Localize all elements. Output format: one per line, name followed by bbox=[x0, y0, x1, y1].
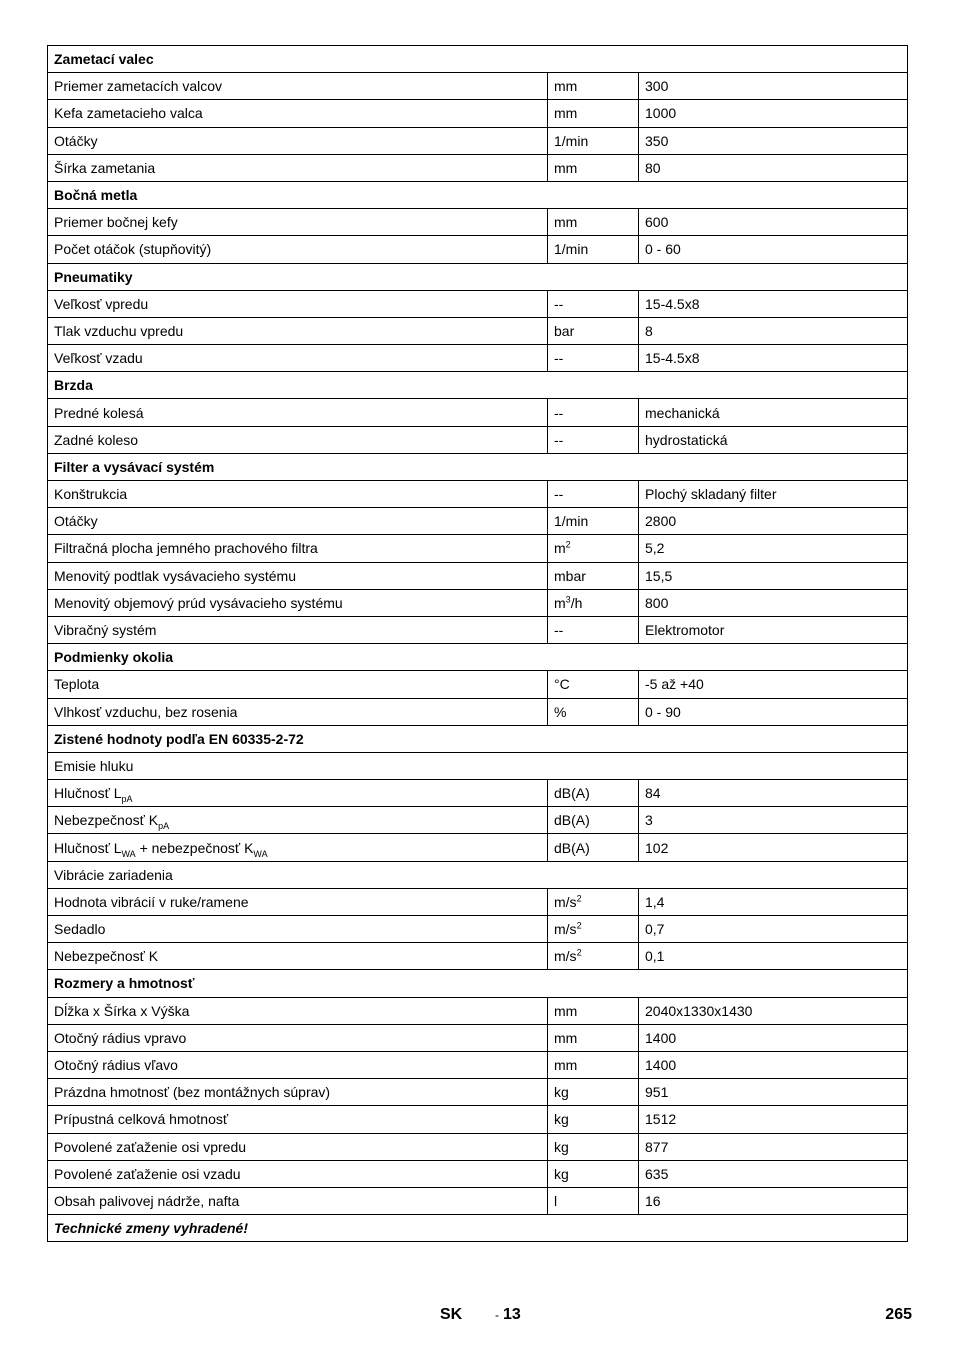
unit-cell bbox=[548, 236, 639, 263]
unit-cell bbox=[548, 535, 639, 562]
unit-cell bbox=[548, 807, 639, 834]
value-text: 102 bbox=[645, 839, 669, 856]
value-cell bbox=[639, 1133, 908, 1160]
unit-text: mm bbox=[554, 1002, 578, 1019]
parameter-subscript: pA bbox=[158, 821, 170, 832]
value-cell bbox=[639, 481, 908, 508]
unit-text: -- bbox=[554, 295, 564, 312]
spec-row bbox=[48, 834, 908, 861]
row-label-text: Filter a vysávací systém bbox=[54, 458, 215, 475]
unit-text: -- bbox=[554, 404, 564, 421]
value-text: 0,7 bbox=[645, 921, 665, 938]
footer-dash: - bbox=[495, 1308, 499, 1322]
spec-row bbox=[48, 1106, 908, 1133]
value-text: 15,5 bbox=[645, 567, 673, 584]
note-row bbox=[48, 1215, 908, 1242]
value-text: 1000 bbox=[645, 105, 677, 122]
parameter-name bbox=[48, 1187, 548, 1214]
value-text: 2040x1330x1430 bbox=[645, 1002, 753, 1019]
unit-text: m bbox=[554, 594, 566, 611]
spec-row bbox=[48, 100, 908, 127]
unit-text: mm bbox=[554, 1057, 578, 1074]
unit-text: kg bbox=[554, 1111, 569, 1128]
unit-text: -- bbox=[554, 350, 564, 367]
parameter-name bbox=[48, 209, 548, 236]
parameter-name bbox=[48, 1106, 548, 1133]
spec-row bbox=[48, 888, 908, 915]
parameter-text: Povolené zaťaženie osi vpredu bbox=[54, 1138, 247, 1155]
parameter-name bbox=[48, 1051, 548, 1078]
spec-row bbox=[48, 916, 908, 943]
unit-cell bbox=[548, 698, 639, 725]
value-text: 3 bbox=[645, 812, 653, 829]
unit-cell bbox=[548, 589, 639, 616]
unit-text: mm bbox=[554, 78, 578, 95]
parameter-text: Obsah palivovej nádrže, nafta bbox=[54, 1192, 240, 1209]
section-heading bbox=[48, 372, 908, 399]
subsection-label bbox=[48, 752, 908, 779]
unit-cell bbox=[548, 916, 639, 943]
spec-row bbox=[48, 589, 908, 616]
value-text: 1,4 bbox=[645, 893, 665, 910]
parameter-text: Hlučnosť L bbox=[54, 785, 122, 802]
row-label-text: Zistené hodnoty podľa EN 60335-2-72 bbox=[54, 730, 304, 747]
spec-row bbox=[48, 1187, 908, 1214]
row-label-text: Vibrácie zariadenia bbox=[54, 866, 173, 883]
value-text: Plochý skladaný filter bbox=[645, 486, 777, 503]
footer-language: SK bbox=[440, 1306, 463, 1323]
section-row bbox=[48, 970, 908, 997]
parameter-text: Prázdna hmotnosť (bez montážnych súprav) bbox=[54, 1084, 331, 1101]
unit-text: m/s bbox=[554, 893, 577, 910]
parameter-name bbox=[48, 807, 548, 834]
value-cell bbox=[639, 209, 908, 236]
subhead-row bbox=[48, 861, 908, 888]
parameter-name bbox=[48, 508, 548, 535]
parameter-text: Nebezpečnosť K bbox=[54, 948, 159, 965]
value-text: hydrostatická bbox=[645, 431, 728, 448]
parameter-text: Vlhkosť vzduchu, bez rosenia bbox=[54, 703, 238, 720]
unit-text-suffix: /h bbox=[570, 594, 583, 611]
spec-row bbox=[48, 209, 908, 236]
spec-row bbox=[48, 1133, 908, 1160]
value-cell bbox=[639, 562, 908, 589]
unit-cell bbox=[548, 345, 639, 372]
unit-cell bbox=[548, 508, 639, 535]
spec-row bbox=[48, 290, 908, 317]
parameter-name bbox=[48, 997, 548, 1024]
section-row bbox=[48, 46, 908, 73]
value-text: 600 bbox=[645, 214, 669, 231]
row-label-text: Technické zmeny vyhradené! bbox=[54, 1220, 249, 1237]
spec-row bbox=[48, 671, 908, 698]
value-cell bbox=[639, 399, 908, 426]
parameter-text: Povolené zaťaženie osi vzadu bbox=[54, 1165, 241, 1182]
parameter-text: Kefa zametacieho valca bbox=[54, 105, 203, 122]
unit-text: mm bbox=[554, 214, 578, 231]
row-label-text: Brzda bbox=[54, 377, 93, 394]
value-cell bbox=[639, 1160, 908, 1187]
unit-text: -- bbox=[554, 431, 564, 448]
value-text: 635 bbox=[645, 1165, 669, 1182]
unit-text: dB(A) bbox=[554, 785, 590, 802]
parameter-text: Šírka zametania bbox=[54, 159, 156, 176]
value-cell bbox=[639, 236, 908, 263]
parameter-text: Menovitý objemový prúd vysávacieho systému bbox=[54, 594, 343, 611]
unit-cell bbox=[548, 562, 639, 589]
unit-cell bbox=[548, 73, 639, 100]
unit-superscript: 2 bbox=[576, 920, 582, 931]
value-text: 877 bbox=[645, 1138, 669, 1155]
parameter-text: Otáčky bbox=[54, 513, 98, 530]
subhead-row bbox=[48, 752, 908, 779]
value-text: 16 bbox=[645, 1192, 661, 1209]
value-cell bbox=[639, 73, 908, 100]
value-cell bbox=[639, 317, 908, 344]
value-cell bbox=[639, 426, 908, 453]
parameter-name bbox=[48, 127, 548, 154]
parameter-text: Veľkosť vpredu bbox=[54, 295, 149, 312]
spec-row bbox=[48, 1160, 908, 1187]
section-heading bbox=[48, 263, 908, 290]
unit-cell bbox=[548, 127, 639, 154]
value-cell bbox=[639, 698, 908, 725]
unit-cell bbox=[548, 100, 639, 127]
spec-row bbox=[48, 535, 908, 562]
parameter-text: Konštrukcia bbox=[54, 486, 128, 503]
parameter-subscript: pA bbox=[121, 793, 133, 804]
unit-text: mm bbox=[554, 105, 578, 122]
parameter-text: Otočný rádius vľavo bbox=[54, 1057, 178, 1074]
unit-cell bbox=[548, 1079, 639, 1106]
parameter-text: Otočný rádius vpravo bbox=[54, 1029, 187, 1046]
parameter-text: Filtračná plocha jemného prachového filtra bbox=[54, 540, 318, 557]
spec-row bbox=[48, 1079, 908, 1106]
unit-text: m/s bbox=[554, 948, 577, 965]
value-cell bbox=[639, 1187, 908, 1214]
unit-cell bbox=[548, 997, 639, 1024]
parameter-text: Hodnota vibrácií v ruke/ramene bbox=[54, 893, 249, 910]
spec-row bbox=[48, 345, 908, 372]
unit-cell bbox=[548, 290, 639, 317]
value-cell bbox=[639, 154, 908, 181]
spec-row bbox=[48, 73, 908, 100]
unit-text: bar bbox=[554, 322, 575, 339]
value-cell bbox=[639, 589, 908, 616]
value-text: 1400 bbox=[645, 1029, 677, 1046]
spec-row bbox=[48, 698, 908, 725]
unit-cell bbox=[548, 1133, 639, 1160]
value-text: -5 až +40 bbox=[645, 676, 704, 693]
unit-cell bbox=[548, 834, 639, 861]
unit-cell bbox=[548, 616, 639, 643]
unit-text: kg bbox=[554, 1165, 569, 1182]
parameter-name bbox=[48, 426, 548, 453]
section-heading bbox=[48, 181, 908, 208]
parameter-text: Dĺžka x Šírka x Výška bbox=[54, 1002, 190, 1019]
value-cell bbox=[639, 888, 908, 915]
value-cell bbox=[639, 1024, 908, 1051]
value-text: mechanická bbox=[645, 404, 720, 421]
row-label-text: Emisie hluku bbox=[54, 757, 134, 774]
note-label bbox=[48, 1215, 908, 1242]
section-row bbox=[48, 263, 908, 290]
unit-text: dB(A) bbox=[554, 812, 590, 829]
parameter-name bbox=[48, 236, 548, 263]
section-row bbox=[48, 453, 908, 480]
spec-row bbox=[48, 943, 908, 970]
parameter-text: Teplota bbox=[54, 676, 100, 693]
unit-text: m/s bbox=[554, 921, 577, 938]
value-text: 0 - 90 bbox=[645, 703, 681, 720]
parameter-text: Vibračný systém bbox=[54, 622, 157, 639]
unit-text: dB(A) bbox=[554, 839, 590, 856]
parameter-text: Počet otáčok (stupňovitý) bbox=[54, 241, 212, 258]
spec-row bbox=[48, 426, 908, 453]
unit-text: -- bbox=[554, 486, 564, 503]
unit-text: kg bbox=[554, 1138, 569, 1155]
parameter-text-continued: + nebezpečnosť K bbox=[135, 839, 254, 856]
unit-cell bbox=[548, 154, 639, 181]
value-cell bbox=[639, 1051, 908, 1078]
footer-section-number: 13 bbox=[503, 1306, 521, 1323]
technical-data-table bbox=[47, 45, 908, 1242]
value-text: 350 bbox=[645, 132, 669, 149]
value-text: 800 bbox=[645, 594, 669, 611]
unit-cell bbox=[548, 481, 639, 508]
section-row bbox=[48, 181, 908, 208]
parameter-name bbox=[48, 1079, 548, 1106]
section-row bbox=[48, 644, 908, 671]
parameter-text: Tlak vzduchu vpredu bbox=[54, 322, 184, 339]
value-text: 1400 bbox=[645, 1057, 677, 1074]
unit-text: mm bbox=[554, 1029, 578, 1046]
value-text: 300 bbox=[645, 78, 669, 95]
parameter-text: Menovitý podtlak vysávacieho systému bbox=[54, 567, 296, 584]
spec-row bbox=[48, 154, 908, 181]
spec-row bbox=[48, 399, 908, 426]
unit-cell bbox=[548, 888, 639, 915]
parameter-name bbox=[48, 345, 548, 372]
parameter-name bbox=[48, 1133, 548, 1160]
unit-superscript: 2 bbox=[565, 539, 571, 550]
unit-text: kg bbox=[554, 1084, 569, 1101]
parameter-name bbox=[48, 73, 548, 100]
parameter-text: Veľkosť vzadu bbox=[54, 350, 143, 367]
value-text: 0 - 60 bbox=[645, 241, 681, 258]
value-text: 15-4.5x8 bbox=[645, 350, 700, 367]
parameter-name bbox=[48, 1160, 548, 1187]
value-cell bbox=[639, 616, 908, 643]
section-row bbox=[48, 725, 908, 752]
parameter-text: Zadné koleso bbox=[54, 431, 139, 448]
parameter-name bbox=[48, 916, 548, 943]
parameter-name bbox=[48, 1024, 548, 1051]
spec-row bbox=[48, 1051, 908, 1078]
unit-cell bbox=[548, 399, 639, 426]
unit-cell bbox=[548, 1024, 639, 1051]
value-cell bbox=[639, 345, 908, 372]
unit-superscript: 2 bbox=[576, 893, 582, 904]
parameter-name bbox=[48, 780, 548, 807]
unit-cell bbox=[548, 943, 639, 970]
unit-text: 1/min bbox=[554, 241, 589, 258]
value-cell bbox=[639, 807, 908, 834]
value-text: 80 bbox=[645, 159, 661, 176]
unit-cell bbox=[548, 1051, 639, 1078]
value-text: 5,2 bbox=[645, 540, 665, 557]
unit-text: l bbox=[554, 1192, 558, 1209]
row-label-text: Rozmery a hmotnosť bbox=[54, 975, 195, 992]
unit-text: 1/min bbox=[554, 132, 589, 149]
parameter-name bbox=[48, 888, 548, 915]
value-text: Elektromotor bbox=[645, 622, 725, 639]
value-cell bbox=[639, 671, 908, 698]
parameter-name bbox=[48, 154, 548, 181]
unit-cell bbox=[548, 1160, 639, 1187]
value-cell bbox=[639, 1079, 908, 1106]
parameter-text: Priemer zametacích valcov bbox=[54, 78, 223, 95]
value-text: 0,1 bbox=[645, 948, 665, 965]
unit-text: -- bbox=[554, 622, 564, 639]
section-heading bbox=[48, 46, 908, 73]
unit-text: % bbox=[554, 703, 567, 720]
parameter-name bbox=[48, 589, 548, 616]
spec-row bbox=[48, 127, 908, 154]
parameter-subscript: WA bbox=[121, 848, 136, 859]
section-row bbox=[48, 372, 908, 399]
parameter-subscript: WA bbox=[253, 848, 268, 859]
parameter-text: Priemer bočnej kefy bbox=[54, 214, 178, 231]
parameter-name bbox=[48, 616, 548, 643]
row-label-text: Pneumatiky bbox=[54, 268, 133, 285]
unit-cell bbox=[548, 1187, 639, 1214]
value-text: 15-4.5x8 bbox=[645, 295, 700, 312]
spec-row bbox=[48, 317, 908, 344]
unit-text: m bbox=[554, 540, 566, 557]
parameter-text: Hlučnosť L bbox=[54, 839, 122, 856]
spec-row bbox=[48, 780, 908, 807]
parameter-name bbox=[48, 481, 548, 508]
parameter-name bbox=[48, 562, 548, 589]
parameter-text: Otáčky bbox=[54, 132, 98, 149]
spec-row bbox=[48, 997, 908, 1024]
value-cell bbox=[639, 780, 908, 807]
spec-row bbox=[48, 481, 908, 508]
unit-text: mbar bbox=[554, 567, 586, 584]
spec-row bbox=[48, 616, 908, 643]
value-cell bbox=[639, 834, 908, 861]
section-heading bbox=[48, 644, 908, 671]
unit-superscript: 2 bbox=[576, 947, 582, 958]
value-cell bbox=[639, 100, 908, 127]
value-text: 84 bbox=[645, 785, 661, 802]
spec-row bbox=[48, 807, 908, 834]
row-label-text: Bočná metla bbox=[54, 187, 138, 204]
value-text: 951 bbox=[645, 1084, 669, 1101]
value-cell bbox=[639, 997, 908, 1024]
subsection-label bbox=[48, 861, 908, 888]
parameter-name bbox=[48, 100, 548, 127]
value-cell bbox=[639, 127, 908, 154]
spec-row bbox=[48, 508, 908, 535]
section-heading bbox=[48, 725, 908, 752]
value-cell bbox=[639, 535, 908, 562]
section-heading bbox=[48, 970, 908, 997]
value-cell bbox=[639, 943, 908, 970]
unit-cell bbox=[548, 1106, 639, 1133]
section-heading bbox=[48, 453, 908, 480]
value-text: 2800 bbox=[645, 513, 677, 530]
parameter-text: Prípustná celková hmotnosť bbox=[54, 1111, 229, 1128]
parameter-name bbox=[48, 399, 548, 426]
value-cell bbox=[639, 916, 908, 943]
value-cell bbox=[639, 290, 908, 317]
parameter-text: Predné kolesá bbox=[54, 404, 144, 421]
parameter-name bbox=[48, 535, 548, 562]
row-label-text: Podmienky okolia bbox=[54, 649, 174, 666]
parameter-text: Sedadlo bbox=[54, 921, 106, 938]
parameter-text: Nebezpečnosť K bbox=[54, 812, 159, 829]
parameter-name bbox=[48, 834, 548, 861]
spec-row bbox=[48, 236, 908, 263]
parameter-name bbox=[48, 317, 548, 344]
value-cell bbox=[639, 1106, 908, 1133]
footer-section-page bbox=[495, 1306, 521, 1324]
unit-cell bbox=[548, 780, 639, 807]
unit-text: 1/min bbox=[554, 513, 589, 530]
parameter-name bbox=[48, 698, 548, 725]
spec-row bbox=[48, 562, 908, 589]
value-text: 8 bbox=[645, 322, 653, 339]
parameter-name bbox=[48, 290, 548, 317]
unit-superscript: 3 bbox=[565, 594, 571, 605]
spec-row bbox=[48, 1024, 908, 1051]
unit-cell bbox=[548, 426, 639, 453]
unit-text: mm bbox=[554, 159, 578, 176]
value-text: 1512 bbox=[645, 1111, 677, 1128]
footer-page-number: 265 bbox=[885, 1306, 912, 1323]
unit-cell bbox=[548, 317, 639, 344]
parameter-name bbox=[48, 671, 548, 698]
unit-cell bbox=[548, 671, 639, 698]
parameter-name bbox=[48, 943, 548, 970]
row-label-text: Zametací valec bbox=[54, 51, 154, 68]
technical-data-body bbox=[48, 46, 908, 1242]
unit-text: °C bbox=[554, 676, 570, 693]
unit-cell bbox=[548, 209, 639, 236]
value-cell bbox=[639, 508, 908, 535]
